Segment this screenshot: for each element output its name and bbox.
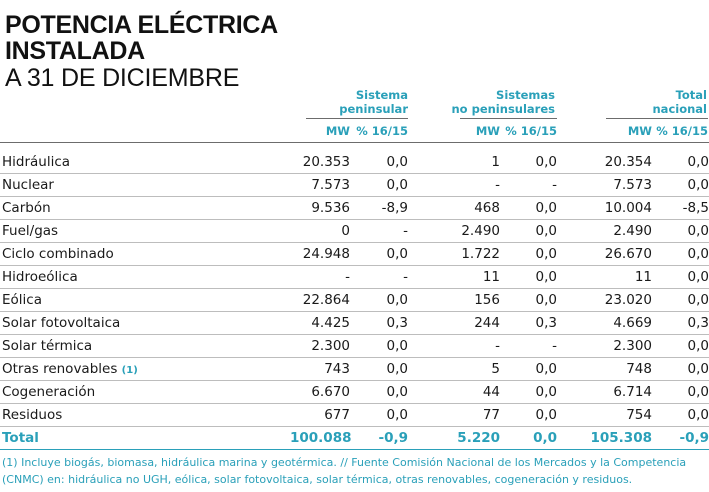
cell-nac-mw: 20.354 bbox=[557, 151, 652, 174]
total-row bbox=[0, 427, 709, 450]
cell-nac-mw: 11 bbox=[557, 266, 652, 289]
row-label: Cogeneración bbox=[0, 381, 290, 404]
cell-nop-mw: - bbox=[408, 335, 500, 358]
cell-nac-mw: 7.573 bbox=[557, 174, 652, 197]
cell-pen-pct: 0,0 bbox=[350, 289, 408, 312]
footnote-ref: (1) bbox=[121, 365, 138, 376]
cell-nac-mw: 23.020 bbox=[557, 289, 652, 312]
row-label: Solar térmica bbox=[0, 335, 290, 358]
cell-pen-pct: - bbox=[350, 266, 408, 289]
cell-nop-mw: 1 bbox=[408, 151, 500, 174]
header-rule-no-peninsular bbox=[460, 118, 557, 119]
table-row bbox=[0, 151, 709, 174]
table-row bbox=[0, 174, 709, 197]
row-label: Total bbox=[0, 427, 290, 450]
cell-nop-pct: 0,0 bbox=[500, 151, 557, 174]
cell-nac-pct: 0,0 bbox=[652, 151, 709, 174]
cell-pen-pct: 0,0 bbox=[350, 151, 408, 174]
cell-nop-mw: 5 bbox=[408, 358, 500, 381]
row-label: Hidráulica bbox=[0, 151, 290, 174]
cell-nac-pct: 0,0 bbox=[652, 174, 709, 197]
header-no-peninsular: Sistemas no peninsulares bbox=[451, 88, 555, 116]
cell-pen-mw: 6.670 bbox=[290, 381, 350, 404]
table-row bbox=[0, 381, 709, 404]
cell-pen-pct: 0,0 bbox=[350, 404, 408, 427]
cell-pen-mw: 7.573 bbox=[290, 174, 350, 197]
unit-pct-peninsular: % 16/15 bbox=[356, 124, 408, 138]
unit-pct-nacional: % 16/15 bbox=[656, 124, 708, 138]
cell-pen-mw: 22.864 bbox=[290, 289, 350, 312]
header-rule-nacional bbox=[606, 118, 708, 119]
table-row bbox=[0, 335, 709, 358]
cell-nac-mw: 6.714 bbox=[557, 381, 652, 404]
cell-nac-pct: 0,0 bbox=[652, 266, 709, 289]
cell-pen-mw: 677 bbox=[290, 404, 350, 427]
unit-mw-peninsular: MW bbox=[325, 124, 350, 138]
footnote: (1) Incluye biogás, biomasa, hidráulica marina y geotérmica. // Fuente Comisión Nacional de los Mercados y la Competencia (CNMC) en: hidráulica no UGH, eólica, solar fotovoltaica, solar térmica, otras renovables, cogeneración y residuos. bbox=[2, 456, 687, 486]
unit-mw-nacional: MW bbox=[627, 124, 652, 138]
cell-pen-mw: 9.536 bbox=[290, 197, 350, 220]
cell-nac-pct: 0,0 bbox=[652, 220, 709, 243]
cell-pen-mw: 20.353 bbox=[290, 151, 350, 174]
cell-nop-mw: 156 bbox=[408, 289, 500, 312]
cell-pen-mw: - bbox=[290, 266, 350, 289]
table-row bbox=[0, 358, 709, 381]
title-line-3: A 31 DE DICIEMBRE bbox=[5, 64, 240, 92]
table-row bbox=[0, 266, 709, 289]
cell-nac-mw: 4.669 bbox=[557, 312, 652, 335]
cell-nop-mw: 44 bbox=[408, 381, 500, 404]
table-row bbox=[0, 220, 709, 243]
cell-nop-pct: - bbox=[500, 335, 557, 358]
cell-nac-mw: 10.004 bbox=[557, 197, 652, 220]
cell-nop-pct: 0,0 bbox=[500, 427, 557, 450]
table-row bbox=[0, 404, 709, 427]
row-label: Otras renovables (1) bbox=[0, 358, 290, 381]
cell-pen-pct: 0,0 bbox=[350, 358, 408, 381]
cell-nop-mw: 244 bbox=[408, 312, 500, 335]
row-label: Carbón bbox=[0, 197, 290, 220]
row-label: Eólica bbox=[0, 289, 290, 312]
cell-nac-pct: 0,0 bbox=[652, 243, 709, 266]
table-row bbox=[0, 289, 709, 312]
cell-nac-pct: 0,0 bbox=[652, 404, 709, 427]
cell-nop-mw: 1.722 bbox=[408, 243, 500, 266]
cell-nac-mw: 2.300 bbox=[557, 335, 652, 358]
cell-nop-pct: 0,0 bbox=[500, 404, 557, 427]
header-bottom-rule bbox=[0, 142, 709, 143]
row-label: Ciclo combinado bbox=[0, 243, 290, 266]
table-title bbox=[5, 12, 278, 92]
cell-nop-mw: 77 bbox=[408, 404, 500, 427]
cell-nac-pct: -8,5 bbox=[652, 197, 709, 220]
cell-nac-mw: 26.670 bbox=[557, 243, 652, 266]
row-label: Solar fotovoltaica bbox=[0, 312, 290, 335]
cell-pen-mw: 24.948 bbox=[290, 243, 350, 266]
cell-pen-pct: - bbox=[350, 220, 408, 243]
cell-nop-pct: - bbox=[500, 174, 557, 197]
cell-nop-pct: 0,0 bbox=[500, 243, 557, 266]
cell-nop-pct: 0,0 bbox=[500, 358, 557, 381]
cell-nac-pct: 0,0 bbox=[652, 358, 709, 381]
cell-nop-pct: 0,0 bbox=[500, 289, 557, 312]
cell-nop-mw: 5.220 bbox=[408, 427, 500, 450]
cell-pen-mw: 743 bbox=[290, 358, 350, 381]
cell-pen-pct: -0,9 bbox=[350, 427, 408, 450]
cell-pen-mw: 2.300 bbox=[290, 335, 350, 358]
cell-nac-pct: 0,3 bbox=[652, 312, 709, 335]
cell-nop-mw: 468 bbox=[408, 197, 500, 220]
cell-nac-mw: 105.308 bbox=[557, 427, 652, 450]
row-label: Fuel/gas bbox=[0, 220, 290, 243]
row-label: Residuos bbox=[0, 404, 290, 427]
cell-nop-pct: 0,0 bbox=[500, 220, 557, 243]
cell-nac-pct: -0,9 bbox=[652, 427, 709, 450]
header-rule-peninsular bbox=[306, 118, 408, 119]
cell-nac-pct: 0,0 bbox=[652, 289, 709, 312]
cell-pen-pct: 0,3 bbox=[350, 312, 408, 335]
table-row bbox=[0, 243, 709, 266]
cell-nop-mw: - bbox=[408, 174, 500, 197]
unit-pct-no-peninsular: % 16/15 bbox=[505, 124, 557, 138]
cell-nop-pct: 0,0 bbox=[500, 266, 557, 289]
cell-pen-pct: 0,0 bbox=[350, 174, 408, 197]
cell-nop-pct: 0,0 bbox=[500, 197, 557, 220]
header-nacional: Total nacional bbox=[652, 88, 707, 116]
cell-pen-pct: 0,0 bbox=[350, 243, 408, 266]
table-row bbox=[0, 197, 709, 220]
unit-mw-no-peninsular: MW bbox=[475, 124, 500, 138]
row-label: Nuclear bbox=[0, 174, 290, 197]
cell-pen-mw: 0 bbox=[290, 220, 350, 243]
cell-pen-pct: 0,0 bbox=[350, 335, 408, 358]
capacity-table bbox=[0, 151, 709, 450]
cell-pen-pct: 0,0 bbox=[350, 381, 408, 404]
cell-nac-mw: 2.490 bbox=[557, 220, 652, 243]
cell-nop-mw: 2.490 bbox=[408, 220, 500, 243]
cell-nac-mw: 748 bbox=[557, 358, 652, 381]
cell-pen-pct: -8,9 bbox=[350, 197, 408, 220]
cell-nac-pct: 0,0 bbox=[652, 381, 709, 404]
cell-nac-pct: 0,0 bbox=[652, 335, 709, 358]
cell-nop-pct: 0,0 bbox=[500, 381, 557, 404]
cell-pen-mw: 4.425 bbox=[290, 312, 350, 335]
title-line-1: POTENCIA ELÉCTRICA bbox=[5, 11, 278, 39]
title-line-2: INSTALADA bbox=[5, 37, 145, 65]
cell-nac-mw: 754 bbox=[557, 404, 652, 427]
row-label: Hidroeólica bbox=[0, 266, 290, 289]
cell-pen-mw: 100.088 bbox=[290, 427, 350, 450]
table-body bbox=[0, 151, 709, 450]
cell-nop-pct: 0,3 bbox=[500, 312, 557, 335]
cell-nop-mw: 11 bbox=[408, 266, 500, 289]
table-row bbox=[0, 312, 709, 335]
header-peninsular: Sistema peninsular bbox=[339, 88, 408, 116]
